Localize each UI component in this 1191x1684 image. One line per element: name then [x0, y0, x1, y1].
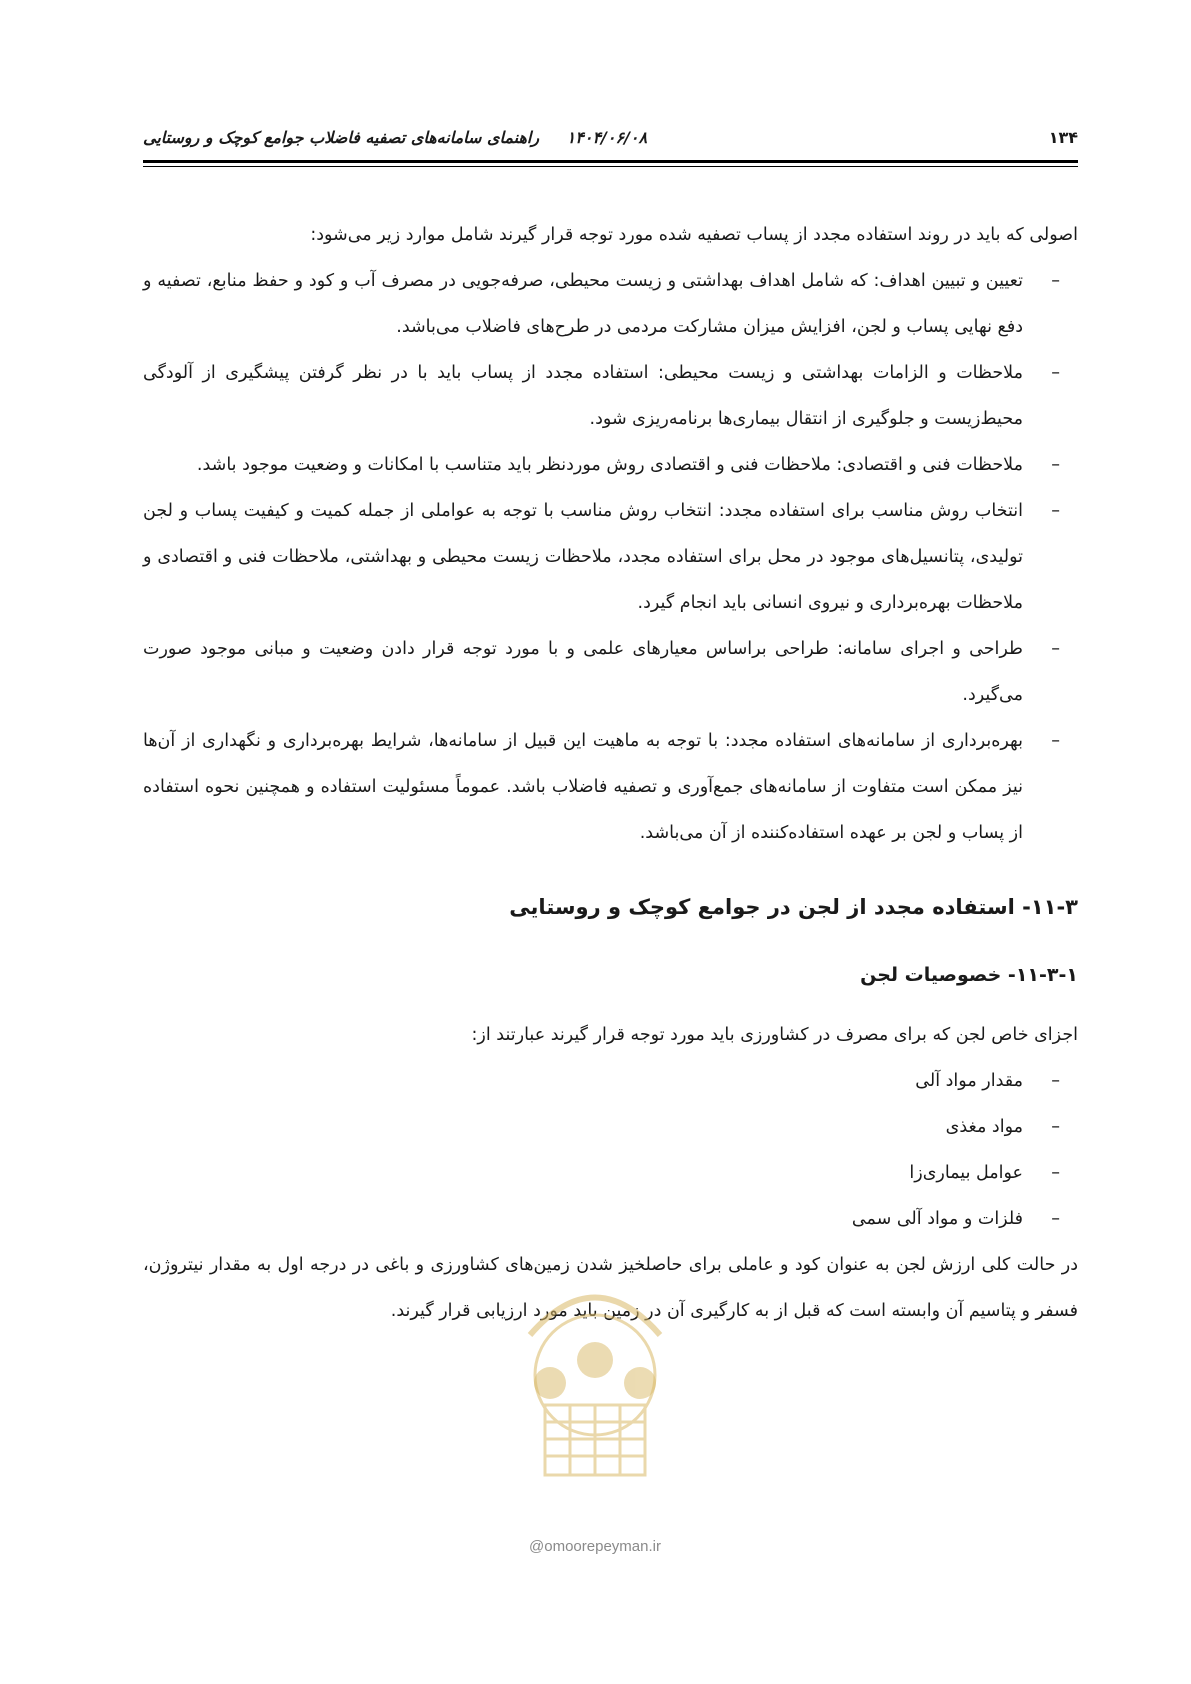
watermark-logo: [490, 1265, 700, 1495]
closing-paragraph: در حالت کلی ارزش لجن به عنوان کود و عاملی برای حاصلخیز شدن زمین‌های کشاورزی و باغی در درجه اول به مقدار نیتروژن، فسفر و پتاسیم آن وابسته است که قبل از به کارگیری آن در زمین باید مورد ارزیابی قرار گیرند.: [143, 1255, 1078, 1321]
page-number: ۱۳۴: [1048, 128, 1078, 147]
list-item: [143, 1196, 1078, 1242]
bullet-dash: –: [1051, 639, 1060, 659]
bullet-dash: –: [1051, 271, 1060, 291]
principles-list: [143, 258, 1078, 856]
list-item-text: فلزات و مواد آلی سمی: [851, 1209, 1023, 1229]
list-item: [143, 1104, 1078, 1150]
list-item: [143, 350, 1078, 442]
running-header: [143, 128, 1078, 154]
list-item: [143, 1058, 1078, 1104]
list-item-text: ملاحظات و الزامات بهداشتی و زیست محیطی: استفاده مجدد از پساب باید با در نظر گرفتن پیشگیری از آلودگی محیط‌زیست و جلوگیری از انتقال بیماری‌ها برنامه‌ریزی شود.: [143, 363, 1023, 429]
bullet-dash: –: [1051, 501, 1060, 521]
sludge-components-list: [143, 1058, 1078, 1242]
bullet-dash: –: [1051, 363, 1060, 383]
bullet-dash: –: [1051, 1163, 1060, 1183]
list-item: [143, 626, 1078, 718]
page-body: [143, 212, 1078, 1334]
bullet-dash: –: [1051, 731, 1060, 751]
header-title: راهنمای سامانه‌های تصفیه فاضلاب جوامع کوچک و روستایی: [143, 128, 540, 147]
section-heading: ۱۱-۳- استفاده مجدد از لجن در جوامع کوچک و روستایی: [509, 895, 1078, 919]
header-rule-thick: [143, 160, 1078, 163]
bullet-dash: –: [1051, 455, 1060, 475]
header-rule-thin: [143, 166, 1078, 167]
list-item-text: ملاحظات فنی و اقتصادی: ملاحظات فنی و اقتصادی روش موردنظر باید متناسب با امکانات و وضعیت موجود باشد.: [196, 455, 1023, 475]
bullet-dash: –: [1051, 1117, 1060, 1137]
header-date: ۱۴۰۴/۰۶/۰۸: [566, 128, 648, 147]
list-item: [143, 1150, 1078, 1196]
list-item: [143, 258, 1078, 350]
list-item-text: طراحی و اجرای سامانه: طراحی براساس معیارهای علمی و با مورد توجه قرار دادن وضعیت و مبانی موجود صورت می‌گیرد.: [143, 639, 1023, 705]
list-item: [143, 442, 1078, 488]
running-title: [143, 128, 647, 147]
intro-paragraph: اصولی که باید در روند استفاده مجدد از پساب تصفیه شده مورد توجه قرار گیرند شامل موارد زیر می‌شود:: [310, 225, 1078, 245]
list-item: [143, 488, 1078, 626]
bullet-dash: –: [1051, 1071, 1060, 1091]
list-item-text: انتخاب روش مناسب برای استفاده مجدد: انتخاب روش مناسب با توجه به عواملی از جمله کمیت و کیفیت پساب و لجن تولیدی، پتانسیل‌های موجود در محل برای استفاده مجدد، ملاحظات زیست محیطی و بهداشتی، ملاحظات فنی و اقتصادی و ملاحظات بهره‌برداری و نیروی انسانی باید انجام گیرد.: [143, 501, 1023, 613]
watermark-url: @omoorepeyman.ir: [529, 1538, 661, 1555]
list-item-text: بهره‌برداری از سامانه‌های استفاده مجدد: با توجه به ماهیت این قبیل از سامانه‌ها، شرایط بهره‌برداری و نگهداری از آن‌ها نیز ممکن است متفاوت از سامانه‌های جمع‌آوری و تصفیه فاضلاب باشد. عموماً مسئولیت استفاده و همچنین نحوه استفاده از پساب و لجن بر عهده استفاده‌کننده از آن می‌باشد.: [143, 731, 1023, 843]
list-item-text: مقدار مواد آلی: [915, 1071, 1023, 1091]
list-item-text: مواد مغذی: [945, 1117, 1023, 1137]
list-item-text: تعیین و تبیین اهداف: که شامل اهداف بهداشتی و زیست محیطی، صرفه‌جویی در مصرف آب و کود و حفظ منابع، تصفیه و دفع نهایی پساب و لجن، افزایش میزان مشارکت مردمی در طرح‌های فاضلاب می‌باشد.: [143, 271, 1023, 337]
list-item: [143, 718, 1078, 856]
bullet-dash: –: [1051, 1209, 1060, 1229]
list-item-text: عوامل بیماری‌زا: [909, 1163, 1023, 1183]
sludge-intro: اجزای خاص لجن که برای مصرف در کشاورزی باید مورد توجه قرار گیرند عبارتند از:: [471, 1025, 1078, 1045]
subsection-heading: ۱۱-۳-۱- خصوصیات لجن: [860, 964, 1078, 986]
